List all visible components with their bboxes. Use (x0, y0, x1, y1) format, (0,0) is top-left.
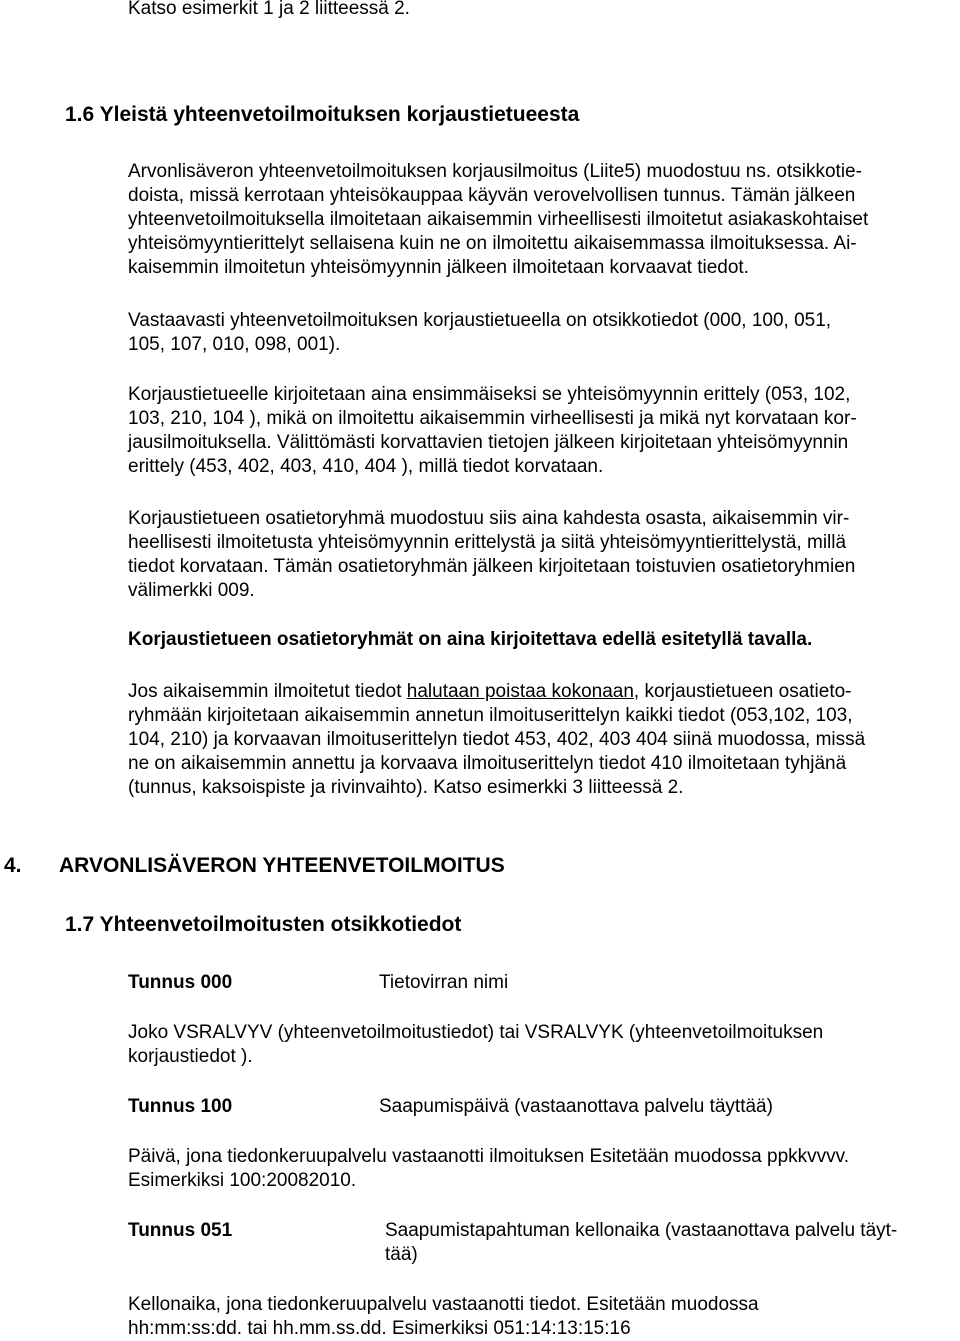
section-heading-1-7: 1.7 Yhteenvetoilmoitusten otsikkotiedot (65, 913, 462, 936)
paragraph-line: doista, missä kerrotaan yhteisökauppaa käyvän verovelvollisen tunnus. Tämän jälkeen (128, 185, 856, 206)
paragraph-line: Arvonlisäveron yhteenvetoilmoituksen korjausilmoitus (Liite5) muodostuu ns. otsikkotie- (128, 161, 862, 182)
field-label: Saapumispäivä (vastaanottava palvelu täyttää) (379, 1096, 773, 1117)
field-code: Tunnus 051 (128, 1220, 233, 1241)
field-label: Saapumistapahtuman kellonaika (vastaanottava palvelu täyt- (385, 1220, 898, 1241)
field-label: tää) (385, 1244, 418, 1265)
paragraph-line (128, 680, 852, 704)
field-code: Tunnus 100 (128, 1096, 233, 1117)
paragraph-line: yhteisömyyntierittelyt sellaisena kuin ne on ilmoitettu aikaisemmassa ilmoituksessa. Ai- (128, 233, 857, 254)
section-heading-1-6: 1.6 Yleistä yhteenvetoilmoituksen korjaustietueesta (65, 103, 580, 126)
chapter-title: ARVONLISÄVERON YHTEENVETOILMOITUS (59, 854, 505, 877)
paragraph-line: 105, 107, 010, 098, 001). (128, 334, 341, 355)
paragraph-line: 103, 210, 104 ), mikä on ilmoitettu aikaisemmin virheellisesti ja mikä nyt korvataan kor- (128, 408, 857, 429)
paragraph-line: 104, 210) ja korvaavan ilmoituserittelyn tiedot 453, 402, 403 404 siinä muodossa, missä (128, 729, 866, 750)
bold-notice: Korjaustietueen osatietoryhmät on aina kirjoitettava edellä esitetyllä tavalla. (128, 629, 813, 650)
paragraph-line: välimerkki 009. (128, 580, 255, 601)
field-description: korjaustiedot ). (128, 1046, 253, 1067)
paragraph-line: ryhmään kirjoitetaan aikaisemmin annetun ilmoituserittelyn kaikki tiedot (053,102, 103, (128, 705, 853, 726)
paragraph-line: yhteenvetoilmoituksella ilmoitetaan aikaisemmin virheellisesti ilmoitetut asiakaskohtaiset (128, 209, 869, 230)
paragraph-line: ne on aikaisemmin annettu ja korvaava ilmoituserittelyn tiedot 410 ilmoitetaan tyhjänä (128, 753, 847, 774)
paragraph-line: (tunnus, kaksoispiste ja rivinvaihto). Katso esimerkki 3 liitteessä 2. (128, 777, 684, 798)
text-span: , korjaustietueen osatieto- (633, 681, 852, 702)
paragraph-line: Korjaustietueen osatietoryhmä muodostuu siis aina kahdesta osasta, aikaisemmin vir- (128, 508, 850, 529)
paragraph-line: tiedot korvataan. Tämän osatietoryhmän jälkeen kirjoitetaan toistuvien osatietoryhmien (128, 556, 856, 577)
underlined-text: halutaan poistaa kokonaan (406, 681, 634, 702)
field-description: Päivä, jona tiedonkeruupalvelu vastaanotti ilmoituksen Esitetään muodossa ppkkvvvv. (128, 1146, 849, 1167)
field-description: Joko VSRALVYV (yhteenvetoilmoitustiedot) tai VSRALVYK (yhteenvetoilmoituksen (128, 1022, 824, 1043)
field-label: Tietovirran nimi (379, 972, 509, 993)
paragraph-line: kaisemmin ilmoitetun yhteisömyynnin jälkeen ilmoitetaan korvaavat tiedot. (128, 257, 749, 278)
chapter-number: 4. (4, 854, 22, 877)
paragraph-line: Vastaavasti yhteenvetoilmoituksen korjaustietueella on otsikkotiedot (000, 100, 051, (128, 310, 832, 331)
paragraph-line: Korjaustietueelle kirjoitetaan aina ensimmäiseksi se yhteisömyynnin erittely (053, 102, (128, 384, 851, 405)
field-description: Esimerkiksi 100:20082010. (128, 1170, 357, 1191)
field-description: hh:mm:ss:dd. tai hh.mm.ss.dd. Esimerkiksi 051:14:13:15:16 (128, 1318, 631, 1339)
field-code: Tunnus 000 (128, 972, 233, 993)
paragraph-line: jausilmoituksella. Välittömästi korvattavien tietojen jälkeen kirjoitetaan yhteisömyynnin (128, 432, 849, 453)
field-description: Kellonaika, jona tiedonkeruupalvelu vastaanotti tiedot. Esitetään muodossa (128, 1294, 759, 1315)
text-span: Jos aikaisemmin ilmoitetut tiedot (128, 681, 407, 702)
paragraph-line: erittely (453, 402, 403, 410, 404 ), millä tiedot korvataan. (128, 456, 604, 477)
top-line: Katso esimerkit 1 ja 2 liitteessä 2. (128, 0, 410, 19)
paragraph-line: heellisesti ilmoitetusta yhteisömyynnin erittelystä ja siitä yhteisömyyntierittelystä, millä (128, 532, 847, 553)
